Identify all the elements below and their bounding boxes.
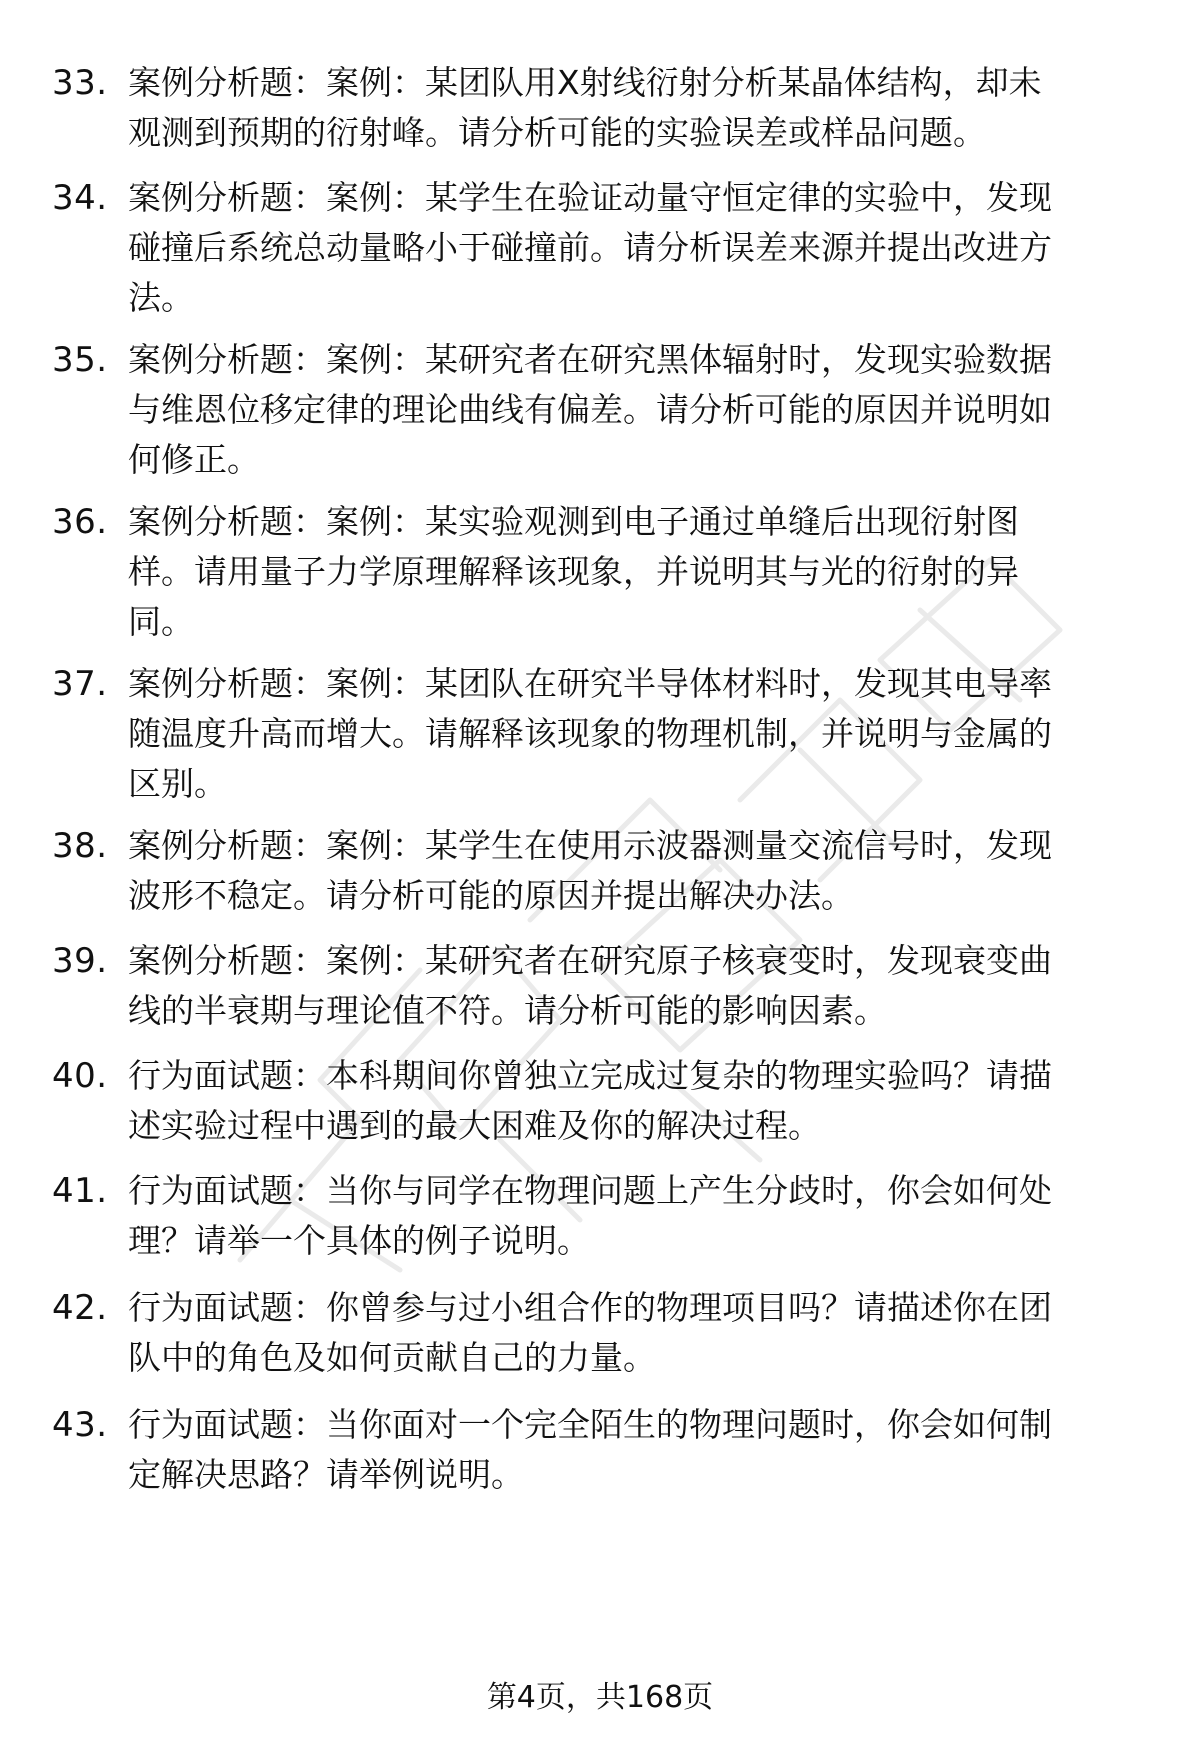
question-text: 案例分析题：案例：某研究者在研究原子核衰变时，发现衰变曲 线的半衰期与理论值不符。请分析可能的影响因素。 <box>128 941 1052 1030</box>
question-number: 43. <box>52 1405 108 1445</box>
question-number: 42. <box>52 1288 108 1328</box>
question-number: 38. <box>52 826 108 866</box>
question-number: 33. <box>52 63 108 103</box>
question-number: 35. <box>52 340 108 380</box>
page-footer: 第4页，共168页 <box>486 1680 714 1715</box>
question-number: 39. <box>52 941 108 981</box>
question-text: 案例分析题：案例：某实验观测到电子通过单缝后出现衍射图 样。请用量子力学原理解释该现象，并说明其与光的衍射的异 同。 <box>128 502 1019 641</box>
question-text: 行为面试题：当你与同学在物理问题上产生分歧时，你会如何处 理？请举一个具体的例子说明。 <box>128 1171 1052 1260</box>
question-text: 案例分析题：案例：某团队用X射线衍射分析某晶体结构，却未 观测到预期的衍射峰。请分析可能的实验误差或样品问题。 <box>128 63 1042 152</box>
question-text: 案例分析题：案例：某研究者在研究黑体辐射时，发现实验数据 与维恩位移定律的理论曲线有偏差。请分析可能的原因并说明如 何修正。 <box>128 340 1052 479</box>
question-number: 34. <box>52 178 108 218</box>
question-text: 行为面试题：本科期间你曾独立完成过复杂的物理实验吗？请描 述实验过程中遇到的最大困难及你的解决过程。 <box>128 1056 1052 1145</box>
question-number: 36. <box>52 502 108 542</box>
question-number: 40. <box>52 1056 108 1096</box>
question-number: 41. <box>52 1171 108 1211</box>
question-text: 案例分析题：案例：某学生在使用示波器测量交流信号时，发现 波形不稳定。请分析可能的原因并提出解决办法。 <box>128 826 1052 915</box>
question-number: 37. <box>52 664 108 704</box>
question-text: 行为面试题：你曾参与过小组合作的物理项目吗？请描述你在团 队中的角色及如何贡献自己的力量。 <box>128 1288 1052 1377</box>
question-text: 案例分析题：案例：某团队在研究半导体材料时，发现其电导率 随温度升高而增大。请解释该现象的物理机制，并说明与金属的 区别。 <box>128 664 1052 803</box>
question-text: 行为面试题：当你面对一个完全陌生的物理问题时，你会如何制 定解决思路？请举例说明。 <box>128 1405 1052 1494</box>
question-text: 案例分析题：案例：某学生在验证动量守恒定律的实验中，发现 碰撞后系统总动量略小于碰撞前。请分析误差来源并提出改进方 法。 <box>128 178 1052 317</box>
